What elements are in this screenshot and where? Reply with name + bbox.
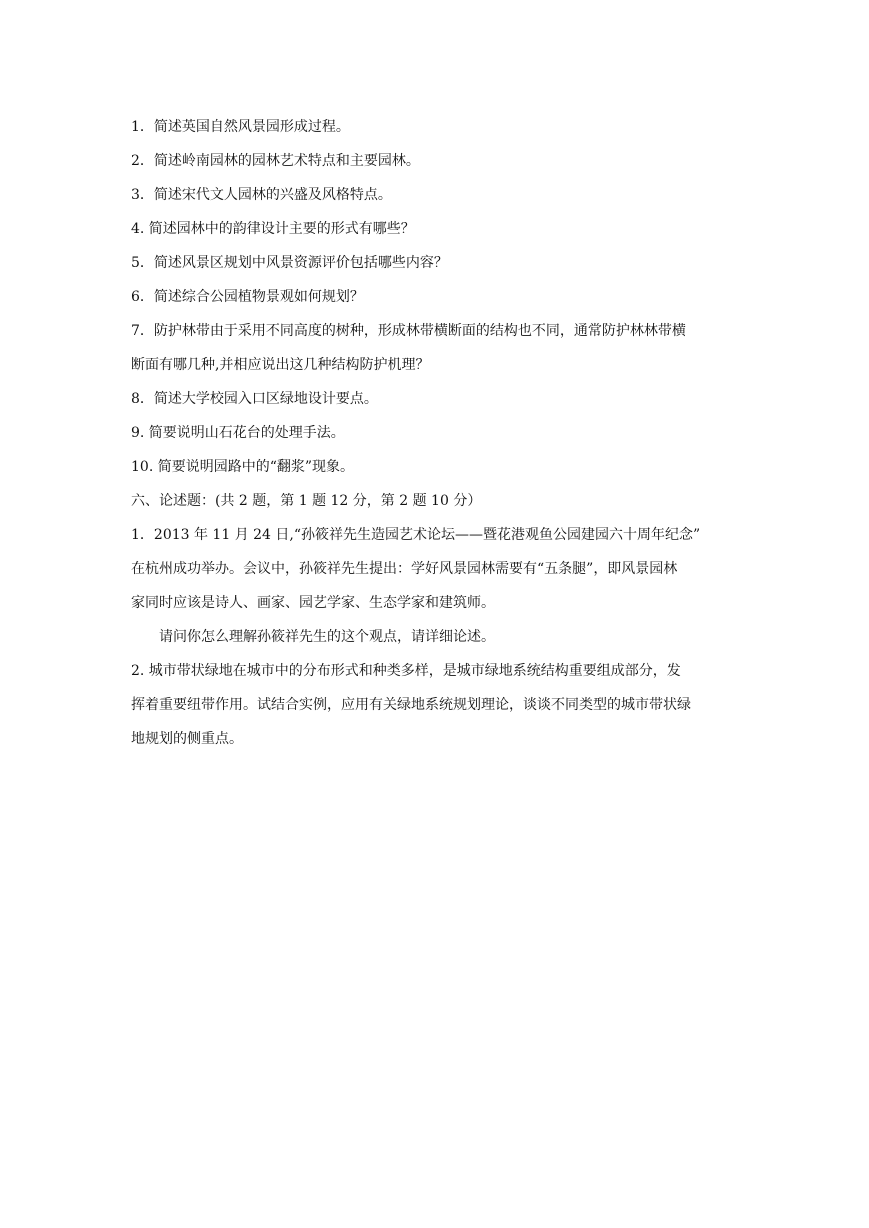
document-content [131, 110, 741, 756]
question-1: 1．简述英国自然风景园形成过程。 [131, 119, 350, 135]
question-2: 2．简述岭南园林的园林艺术特点和主要园林。 [131, 153, 420, 169]
essay-2-line-1: 2. 城市带状绿地在城市中的分布形式和种类多样，是城市绿地系统结构重要组成部分，发 [131, 663, 681, 679]
question-7-line-1: 7．防护林带由于采用不同高度的树种，形成林带横断面的结构也不同，通常防护林林带横 [131, 323, 686, 339]
question-10: 10. 简要说明园路中的“翻浆”现象。 [131, 459, 355, 475]
essay-2-line-2: 挥着重要纽带作用。试结合实例，应用有关绿地系统规划理论，谈谈不同类型的城市带状绿 [131, 697, 691, 713]
question-7-line-2: 断面有哪几种,并相应说出这几种结构防护机理？ [131, 357, 430, 373]
essay-1-line-3: 家同时应该是诗人、画家、园艺学家、生态学家和建筑师。 [131, 595, 495, 611]
question-6: 6．简述综合公园植物景观如何规划？ [131, 289, 364, 305]
essay-2-line-3: 地规划的侧重点。 [131, 731, 243, 747]
essay-1-line-1: 1．2013 年 11 月 24 日,“孙筱祥先生造园艺术论坛——暨花港观鱼公园建园六十周年纪念” [131, 527, 701, 543]
question-5: 5．简述风景区规划中风景资源评价包括哪些内容？ [131, 255, 448, 271]
question-4: 4. 简述园林中的韵律设计主要的形式有哪些？ [131, 221, 415, 237]
section-heading-essay: 六、论述题：(共 2 题，第 1 题 12 分，第 2 题 10 分） [131, 493, 482, 509]
question-3: 3．简述宋代文人园林的兴盛及风格特点。 [131, 187, 392, 203]
essay-1-prompt: 请问你怎么理解孙筱祥先生的这个观点，请详细论述。 [159, 629, 495, 645]
question-9: 9. 简要说明山石花台的处理手法。 [131, 425, 345, 441]
question-8: 8．简述大学校园入口区绿地设计要点。 [131, 391, 378, 407]
essay-1-line-2: 在杭州成功举办。会议中，孙筱祥先生提出：学好风景园林需要有“五条腿”，即风景园林 [131, 561, 678, 577]
